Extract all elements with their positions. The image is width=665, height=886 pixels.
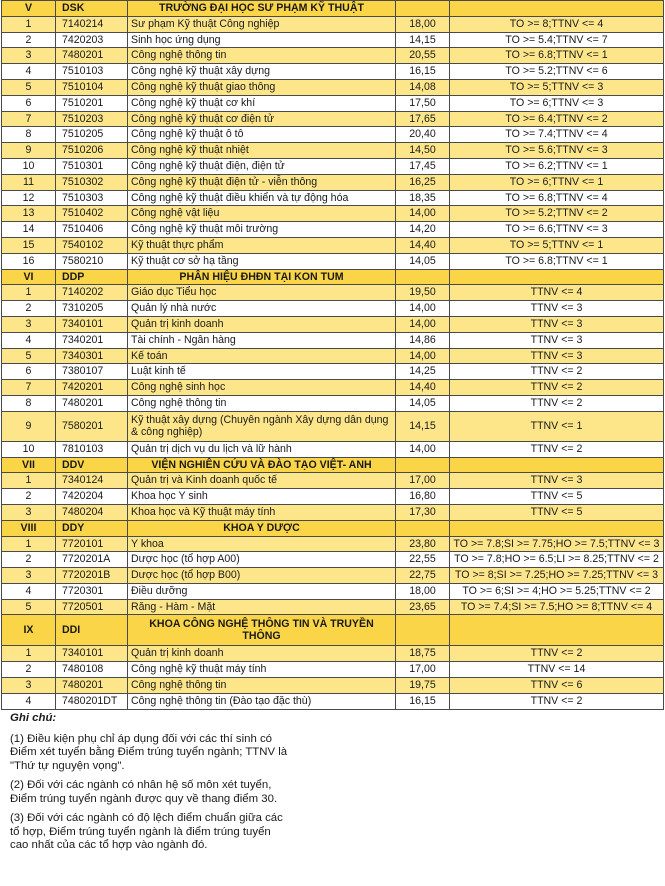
major-code: 7810103 bbox=[56, 441, 128, 457]
table-row bbox=[2, 599, 664, 615]
major-code: 7580210 bbox=[56, 253, 128, 269]
extra-condition: TTNV <= 1 bbox=[450, 411, 664, 441]
table-row bbox=[2, 16, 664, 32]
section-empty-score bbox=[396, 520, 450, 536]
major-name: Công nghệ thông tin (Đào tạo đặc thù) bbox=[128, 693, 396, 709]
table-row bbox=[2, 441, 664, 457]
section-header bbox=[2, 269, 664, 285]
major-name: Công nghệ kỹ thuật môi trường bbox=[128, 222, 396, 238]
table-row bbox=[2, 348, 664, 364]
major-code: 7480201 bbox=[56, 48, 128, 64]
major-name: Công nghệ kỹ thuật máy tính bbox=[128, 662, 396, 678]
extra-condition: TO >= 6.2;TTNV <= 1 bbox=[450, 158, 664, 174]
table-row bbox=[2, 190, 664, 206]
major-code: 7510103 bbox=[56, 64, 128, 80]
major-name: Công nghệ thông tin bbox=[128, 395, 396, 411]
major-name: Sinh học ứng dụng bbox=[128, 32, 396, 48]
major-code: 7140202 bbox=[56, 285, 128, 301]
row-number: 3 bbox=[2, 504, 56, 520]
major-name: Công nghệ kỹ thuật cơ điện tử bbox=[128, 111, 396, 127]
major-code: 7720201B bbox=[56, 568, 128, 584]
section-header bbox=[2, 1, 664, 17]
section-code: V bbox=[2, 1, 56, 17]
section-code: VI bbox=[2, 269, 56, 285]
major-name: Công nghệ sinh học bbox=[128, 380, 396, 396]
table-row bbox=[2, 174, 664, 190]
extra-condition: TO >= 7.4;SI >= 7.5;HO >= 8;TTNV <= 4 bbox=[450, 599, 664, 615]
row-number: 6 bbox=[2, 364, 56, 380]
major-code: 7420201 bbox=[56, 380, 128, 396]
major-code: 7510302 bbox=[56, 174, 128, 190]
table-row bbox=[2, 95, 664, 111]
cutoff-score: 18,00 bbox=[396, 16, 450, 32]
major-code: 7480201 bbox=[56, 395, 128, 411]
cutoff-score: 14,15 bbox=[396, 32, 450, 48]
cutoff-score: 14,40 bbox=[396, 237, 450, 253]
row-number: 4 bbox=[2, 332, 56, 348]
cutoff-score: 16,15 bbox=[396, 693, 450, 709]
cutoff-score: 14,25 bbox=[396, 364, 450, 380]
extra-condition: TTNV <= 5 bbox=[450, 489, 664, 505]
section-group: DDI bbox=[56, 615, 128, 646]
row-number: 3 bbox=[2, 48, 56, 64]
section-header bbox=[2, 457, 664, 473]
major-code: 7720201A bbox=[56, 552, 128, 568]
extra-condition: TO >= 6.8;TTNV <= 1 bbox=[450, 48, 664, 64]
major-name: Khoa học và Kỹ thuật máy tính bbox=[128, 504, 396, 520]
row-number: 5 bbox=[2, 348, 56, 364]
extra-condition: TTNV <= 4 bbox=[450, 285, 664, 301]
admission-table bbox=[1, 0, 664, 710]
row-number: 10 bbox=[2, 158, 56, 174]
row-number: 4 bbox=[2, 693, 56, 709]
section-title: PHÂN HIỆU ĐHĐN TẠI KON TUM bbox=[128, 269, 396, 285]
major-name: Tài chính - Ngân hàng bbox=[128, 332, 396, 348]
major-name: Công nghệ kỹ thuật cơ khí bbox=[128, 95, 396, 111]
major-name: Kỹ thuật thực phẩm bbox=[128, 237, 396, 253]
major-name: Công nghệ thông tin bbox=[128, 678, 396, 694]
major-code: 7420203 bbox=[56, 32, 128, 48]
extra-condition: TO >= 6;TTNV <= 1 bbox=[450, 174, 664, 190]
cutoff-score: 16,80 bbox=[396, 489, 450, 505]
table-row bbox=[2, 411, 664, 441]
cutoff-score: 17,45 bbox=[396, 158, 450, 174]
section-title: KHOA CÔNG NGHỆ THÔNG TIN VÀ TRUYỀN THÔNG bbox=[128, 615, 396, 646]
major-code: 7340101 bbox=[56, 316, 128, 332]
major-name: Y khoa bbox=[128, 536, 396, 552]
row-number: 9 bbox=[2, 411, 56, 441]
major-name: Công nghệ kỹ thuật xây dựng bbox=[128, 64, 396, 80]
section-title: KHOA Y DƯỢC bbox=[128, 520, 396, 536]
major-code: 7510301 bbox=[56, 158, 128, 174]
table-row bbox=[2, 301, 664, 317]
table-row bbox=[2, 285, 664, 301]
extra-condition: TO >= 6.6;TTNV <= 3 bbox=[450, 222, 664, 238]
major-code: 7510201 bbox=[56, 95, 128, 111]
table-row bbox=[2, 552, 664, 568]
major-code: 7340301 bbox=[56, 348, 128, 364]
cutoff-score: 19,75 bbox=[396, 678, 450, 694]
row-number: 2 bbox=[2, 662, 56, 678]
table-row bbox=[2, 380, 664, 396]
cutoff-score: 18,75 bbox=[396, 646, 450, 662]
notes-heading: Ghi chú: bbox=[10, 711, 57, 724]
extra-condition: TO >= 5;TTNV <= 1 bbox=[450, 237, 664, 253]
extra-condition: TTNV <= 2 bbox=[450, 693, 664, 709]
extra-condition: TO >= 6.8;TTNV <= 4 bbox=[450, 190, 664, 206]
table-row bbox=[2, 489, 664, 505]
table-row bbox=[2, 583, 664, 599]
cutoff-score: 17,00 bbox=[396, 473, 450, 489]
row-number: 4 bbox=[2, 583, 56, 599]
table-row bbox=[2, 64, 664, 80]
major-name: Kỹ thuật cơ sở hạ tầng bbox=[128, 253, 396, 269]
major-name: Quản lý nhà nước bbox=[128, 301, 396, 317]
major-name: Quản trị và Kinh doanh quốc tế bbox=[128, 473, 396, 489]
cutoff-score: 14,15 bbox=[396, 411, 450, 441]
major-code: 7480204 bbox=[56, 504, 128, 520]
cutoff-score: 14,05 bbox=[396, 253, 450, 269]
table-row bbox=[2, 143, 664, 159]
cutoff-score: 14,86 bbox=[396, 332, 450, 348]
major-code: 7720501 bbox=[56, 599, 128, 615]
row-number: 1 bbox=[2, 473, 56, 489]
major-name: Kỹ thuật xây dựng (Chuyên ngành Xây dựng dân dụng & công nghiệp) bbox=[128, 411, 396, 441]
cutoff-score: 19,50 bbox=[396, 285, 450, 301]
cutoff-score: 14,50 bbox=[396, 143, 450, 159]
cutoff-score: 16,15 bbox=[396, 64, 450, 80]
cutoff-score: 17,00 bbox=[396, 662, 450, 678]
cutoff-score: 14,00 bbox=[396, 316, 450, 332]
cutoff-score: 14,08 bbox=[396, 79, 450, 95]
extra-condition: TO >= 5.2;TTNV <= 6 bbox=[450, 64, 664, 80]
extra-condition: TTNV <= 14 bbox=[450, 662, 664, 678]
row-number: 2 bbox=[2, 32, 56, 48]
row-number: 2 bbox=[2, 552, 56, 568]
major-name: Điều dưỡng bbox=[128, 583, 396, 599]
cutoff-score: 18,00 bbox=[396, 583, 450, 599]
section-group: DDP bbox=[56, 269, 128, 285]
cutoff-score: 23,80 bbox=[396, 536, 450, 552]
major-name: Khoa học Y sinh bbox=[128, 489, 396, 505]
extra-condition: TO >= 6;TTNV <= 3 bbox=[450, 95, 664, 111]
major-name: Giáo dục Tiểu học bbox=[128, 285, 396, 301]
table-row bbox=[2, 127, 664, 143]
major-code: 7510402 bbox=[56, 206, 128, 222]
major-code: 7480108 bbox=[56, 662, 128, 678]
extra-condition: TO >= 7.8;HO >= 6.5;LI >= 8.25;TTNV <= 2 bbox=[450, 552, 664, 568]
major-code: 7510206 bbox=[56, 143, 128, 159]
major-name: Luật kinh tế bbox=[128, 364, 396, 380]
major-name: Công nghệ kỹ thuật điện, điện tử bbox=[128, 158, 396, 174]
table-row bbox=[2, 79, 664, 95]
extra-condition: TO >= 7.8;SI >= 7.75;HO >= 7.5;TTNV <= 3 bbox=[450, 536, 664, 552]
cutoff-score: 18,35 bbox=[396, 190, 450, 206]
major-code: 7340124 bbox=[56, 473, 128, 489]
cutoff-score: 14,00 bbox=[396, 348, 450, 364]
row-number: 5 bbox=[2, 79, 56, 95]
major-name: Sư phạm Kỹ thuật Công nghiệp bbox=[128, 16, 396, 32]
extra-condition: TTNV <= 2 bbox=[450, 441, 664, 457]
major-code: 7510104 bbox=[56, 79, 128, 95]
major-name: Răng - Hàm - Mặt bbox=[128, 599, 396, 615]
table-row bbox=[2, 237, 664, 253]
extra-condition: TTNV <= 3 bbox=[450, 332, 664, 348]
major-name: Công nghệ kỹ thuật điện tử - viễn thông bbox=[128, 174, 396, 190]
cutoff-score: 14,20 bbox=[396, 222, 450, 238]
row-number: 3 bbox=[2, 568, 56, 584]
cutoff-score: 20,55 bbox=[396, 48, 450, 64]
row-number: 4 bbox=[2, 64, 56, 80]
row-number: 3 bbox=[2, 678, 56, 694]
extra-condition: TO >= 6.4;TTNV <= 2 bbox=[450, 111, 664, 127]
row-number: 3 bbox=[2, 316, 56, 332]
row-number: 12 bbox=[2, 190, 56, 206]
table-row bbox=[2, 646, 664, 662]
table-row bbox=[2, 693, 664, 709]
major-name: Công nghệ kỹ thuật điều khiển và tự động hóa bbox=[128, 190, 396, 206]
extra-condition: TTNV <= 2 bbox=[450, 646, 664, 662]
extra-condition: TTNV <= 2 bbox=[450, 364, 664, 380]
section-code: IX bbox=[2, 615, 56, 646]
row-number: 2 bbox=[2, 489, 56, 505]
extra-condition: TO >= 5.2;TTNV <= 2 bbox=[450, 206, 664, 222]
row-number: 16 bbox=[2, 253, 56, 269]
table-row bbox=[2, 222, 664, 238]
section-empty-cond bbox=[450, 1, 664, 17]
major-name: Dược học (tổ hợp A00) bbox=[128, 552, 396, 568]
major-name: Công nghệ thông tin bbox=[128, 48, 396, 64]
row-number: 14 bbox=[2, 222, 56, 238]
row-number: 8 bbox=[2, 395, 56, 411]
row-number: 8 bbox=[2, 127, 56, 143]
note-1: (1) Điều kiện phụ chỉ áp dụng đối với các thí sinh có Điểm xét tuyển bằng Điểm trúng tuyển ngành; TTNV là "Thứ tự nguyện vọng". bbox=[10, 733, 288, 772]
major-code: 7510205 bbox=[56, 127, 128, 143]
extra-condition: TTNV <= 5 bbox=[450, 504, 664, 520]
major-code: 7140214 bbox=[56, 16, 128, 32]
major-name: Công nghệ kỹ thuật ô tô bbox=[128, 127, 396, 143]
extra-condition: TO >= 6;SI >= 4;HO >= 5.25;TTNV <= 2 bbox=[450, 583, 664, 599]
major-code: 7340201 bbox=[56, 332, 128, 348]
section-code: VIII bbox=[2, 520, 56, 536]
extra-condition: TTNV <= 2 bbox=[450, 395, 664, 411]
cutoff-score: 23,65 bbox=[396, 599, 450, 615]
section-title: VIỆN NGHIÊN CỨU VÀ ĐÀO TẠO VIỆT- ANH bbox=[128, 457, 396, 473]
section-group: DSK bbox=[56, 1, 128, 17]
major-code: 7510203 bbox=[56, 111, 128, 127]
section-code: VII bbox=[2, 457, 56, 473]
table-row bbox=[2, 32, 664, 48]
cutoff-score: 14,00 bbox=[396, 301, 450, 317]
cutoff-score: 22,55 bbox=[396, 552, 450, 568]
major-name: Quản trị dịch vụ du lịch và lữ hành bbox=[128, 441, 396, 457]
major-code: 7420204 bbox=[56, 489, 128, 505]
table-row bbox=[2, 568, 664, 584]
section-empty-cond bbox=[450, 520, 664, 536]
extra-condition: TO >= 5;TTNV <= 3 bbox=[450, 79, 664, 95]
table-row bbox=[2, 662, 664, 678]
extra-condition: TTNV <= 3 bbox=[450, 473, 664, 489]
extra-condition: TTNV <= 3 bbox=[450, 316, 664, 332]
row-number: 9 bbox=[2, 143, 56, 159]
row-number: 1 bbox=[2, 646, 56, 662]
major-code: 7340101 bbox=[56, 646, 128, 662]
extra-condition: TO >= 7.4;TTNV <= 4 bbox=[450, 127, 664, 143]
cutoff-score: 22,75 bbox=[396, 568, 450, 584]
cutoff-score: 17,65 bbox=[396, 111, 450, 127]
section-group: DDV bbox=[56, 457, 128, 473]
extra-condition: TTNV <= 3 bbox=[450, 348, 664, 364]
major-code: 7540102 bbox=[56, 237, 128, 253]
notes bbox=[0, 710, 296, 853]
section-empty-cond bbox=[450, 615, 664, 646]
row-number: 5 bbox=[2, 599, 56, 615]
cutoff-score: 16,25 bbox=[396, 174, 450, 190]
row-number: 1 bbox=[2, 285, 56, 301]
major-code: 7510406 bbox=[56, 222, 128, 238]
note-3: (3) Đối với các ngành có độ lệch điểm chuẩn giữa các tổ hợp, Điểm trúng tuyển ngành là điểm trúng tuyển cao nhất của các tổ hợp vào ngành đó. bbox=[10, 812, 283, 851]
table-row bbox=[2, 253, 664, 269]
major-name: Quản trị kinh doanh bbox=[128, 646, 396, 662]
extra-condition: TO >= 6.8;TTNV <= 1 bbox=[450, 253, 664, 269]
row-number: 7 bbox=[2, 380, 56, 396]
major-code: 7580201 bbox=[56, 411, 128, 441]
table-row bbox=[2, 473, 664, 489]
row-number: 1 bbox=[2, 16, 56, 32]
extra-condition: TTNV <= 6 bbox=[450, 678, 664, 694]
table-row bbox=[2, 364, 664, 380]
table-row bbox=[2, 316, 664, 332]
section-empty-cond bbox=[450, 269, 664, 285]
major-code: 7480201 bbox=[56, 678, 128, 694]
cutoff-score: 14,40 bbox=[396, 380, 450, 396]
table-row bbox=[2, 158, 664, 174]
row-number: 7 bbox=[2, 111, 56, 127]
table-row bbox=[2, 111, 664, 127]
row-number: 15 bbox=[2, 237, 56, 253]
row-number: 11 bbox=[2, 174, 56, 190]
table-row bbox=[2, 332, 664, 348]
section-header bbox=[2, 615, 664, 646]
extra-condition: TTNV <= 3 bbox=[450, 301, 664, 317]
major-code: 7510303 bbox=[56, 190, 128, 206]
cutoff-score: 17,30 bbox=[396, 504, 450, 520]
major-code: 7380107 bbox=[56, 364, 128, 380]
extra-condition: TO >= 5.6;TTNV <= 3 bbox=[450, 143, 664, 159]
row-number: 1 bbox=[2, 536, 56, 552]
cutoff-score: 14,00 bbox=[396, 441, 450, 457]
section-empty-score bbox=[396, 269, 450, 285]
row-number: 10 bbox=[2, 441, 56, 457]
note-2: (2) Đối với các ngành có nhân hệ số môn xét tuyển, Điểm trúng tuyển ngành được quy về thang điểm 30. bbox=[10, 779, 278, 805]
cutoff-score: 14,05 bbox=[396, 395, 450, 411]
table-row bbox=[2, 536, 664, 552]
major-code: 7720101 bbox=[56, 536, 128, 552]
major-name: Công nghệ vật liệu bbox=[128, 206, 396, 222]
major-name: Quản trị kinh doanh bbox=[128, 316, 396, 332]
row-number: 6 bbox=[2, 95, 56, 111]
section-empty-score bbox=[396, 457, 450, 473]
major-name: Dược học (tổ hợp B00) bbox=[128, 568, 396, 584]
table-row bbox=[2, 206, 664, 222]
row-number: 2 bbox=[2, 301, 56, 317]
section-header bbox=[2, 520, 664, 536]
row-number: 13 bbox=[2, 206, 56, 222]
major-name: Kế toán bbox=[128, 348, 396, 364]
table-row bbox=[2, 395, 664, 411]
cutoff-score: 17,50 bbox=[396, 95, 450, 111]
major-code: 7310205 bbox=[56, 301, 128, 317]
table-row bbox=[2, 48, 664, 64]
section-title: TRƯỜNG ĐẠI HỌC SƯ PHẠM KỸ THUẬT bbox=[128, 1, 396, 17]
section-empty-cond bbox=[450, 457, 664, 473]
section-empty-score bbox=[396, 615, 450, 646]
extra-condition: TO >= 5.4;TTNV <= 7 bbox=[450, 32, 664, 48]
major-code: 7480201DT bbox=[56, 693, 128, 709]
cutoff-score: 20,40 bbox=[396, 127, 450, 143]
section-group: DDY bbox=[56, 520, 128, 536]
extra-condition: TTNV <= 2 bbox=[450, 380, 664, 396]
section-empty-score bbox=[396, 1, 450, 17]
cutoff-score: 14,00 bbox=[396, 206, 450, 222]
extra-condition: TO >= 8;TTNV <= 4 bbox=[450, 16, 664, 32]
major-name: Công nghệ kỹ thuật nhiệt bbox=[128, 143, 396, 159]
table-row bbox=[2, 678, 664, 694]
table-row bbox=[2, 504, 664, 520]
extra-condition: TO >= 8;SI >= 7.25;HO >= 7.25;TTNV <= 3 bbox=[450, 568, 664, 584]
major-code: 7720301 bbox=[56, 583, 128, 599]
major-name: Công nghệ kỹ thuật giao thông bbox=[128, 79, 396, 95]
